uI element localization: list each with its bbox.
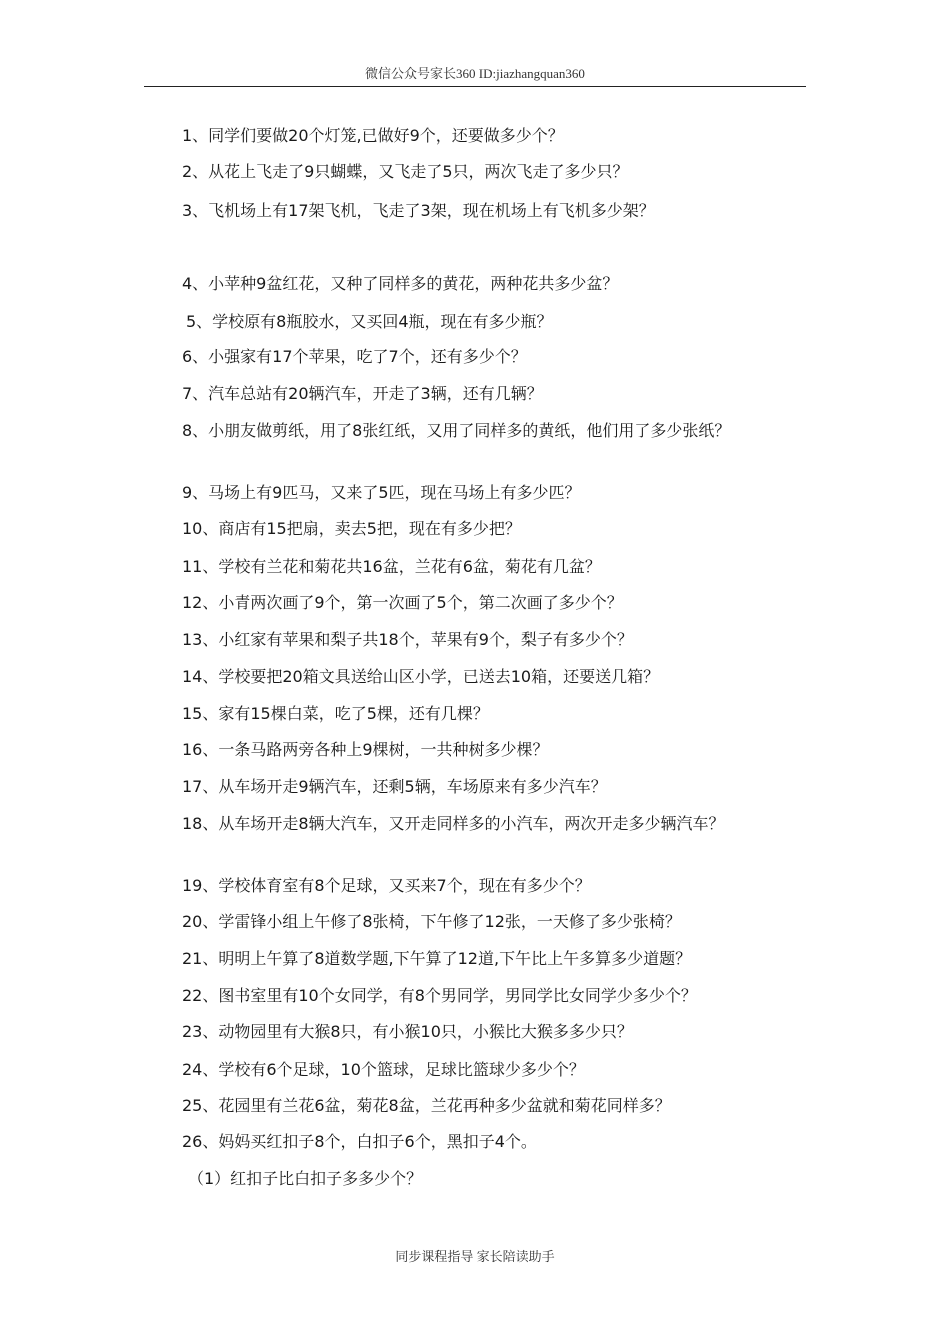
question-23: 23、动物园里有大猴8只，有小猴10只，小猴比大猴多多少只？: [182, 1022, 633, 1041]
question-18: 18、从车场开走8辆大汽车，又开走同样多的小汽车，两次开走多少辆汽车？: [182, 814, 725, 833]
question-17: 17、从车场开走9辆汽车，还剩5辆，车场原来有多少汽车？: [182, 777, 607, 796]
question-5: 5、学校原有8瓶胶水，又买回4瓶，现在有多少瓶？: [186, 312, 553, 331]
question-13: 13、小红家有苹果和梨子共18个，苹果有9个，梨子有多少个？: [182, 630, 633, 649]
question-8: 8、小朋友做剪纸，用了8张红纸，又用了同样多的黄纸，他们用了多少张纸？: [182, 421, 731, 440]
question-14: 14、学校要把20箱文具送给山区小学，已送去10箱，还要送几箱？: [182, 667, 660, 686]
question-20: 20、学雷锋小组上午修了8张椅，下午修了12张，一天修了多少张椅？: [182, 912, 681, 931]
question-19: 19、学校体育室有8个足球，又买来7个，现在有多少个？: [182, 876, 591, 895]
question-22: 22、图书室里有10个女同学，有8个男同学，男同学比女同学少多少个？: [182, 986, 697, 1005]
question-26: 26、妈妈买红扣子8个，白扣子6个，黑扣子4个。: [182, 1132, 537, 1151]
question-9: 9、马场上有9匹马，又来了5匹，现在马场上有多少匹？: [182, 483, 581, 502]
page-header: 微信公众号家长360 ID:jiazhangquan360: [144, 64, 806, 87]
question-21: 21、明明上午算了8道数学题,下午算了12道,下午比上午多算多少道题？: [182, 949, 692, 968]
question-16: 16、一条马路两旁各种上9棵树，一共种树多少棵？: [182, 740, 549, 759]
page-footer: 同步课程指导 家长陪读助手: [395, 1249, 555, 1264]
question-25: 25、花园里有兰花6盆，菊花8盆，兰花再种多少盆就和菊花同样多？: [182, 1096, 671, 1115]
question-12: 12、小青两次画了9个，第一次画了5个，第二次画了多少个？: [182, 593, 623, 612]
question-11: 11、学校有兰花和菊花共16盆，兰花有6盆，菊花有几盆？: [182, 557, 601, 576]
question-7: 7、汽车总站有20辆汽车，开走了3辆，还有几辆？: [182, 384, 543, 403]
question-26-sub-1: （1）红扣子比白扣子多多少个？: [188, 1169, 423, 1188]
question-10: 10、商店有15把扇，卖去5把，现在有多少把？: [182, 519, 521, 538]
question-24: 24、学校有6个足球，10个篮球，足球比篮球少多少个？: [182, 1060, 585, 1079]
question-4: 4、小苹种9盆红花，又种了同样多的黄花，两种花共多少盆？: [182, 274, 619, 293]
question-3: 3、飞机场上有17架飞机，飞走了3架，现在机场上有飞机多少架？: [182, 201, 655, 220]
question-2: 2、从花上飞走了9只蝴蝶，又飞走了5只，两次飞走了多少只？: [182, 162, 629, 181]
question-15: 15、家有15棵白菜，吃了5棵，还有几棵？: [182, 704, 489, 723]
question-6: 6、小强家有17个苹果，吃了7个，还有多少个？: [182, 347, 527, 366]
question-1: 1、同学们要做20个灯笼,已做好9个，还要做多少个？: [182, 126, 564, 145]
